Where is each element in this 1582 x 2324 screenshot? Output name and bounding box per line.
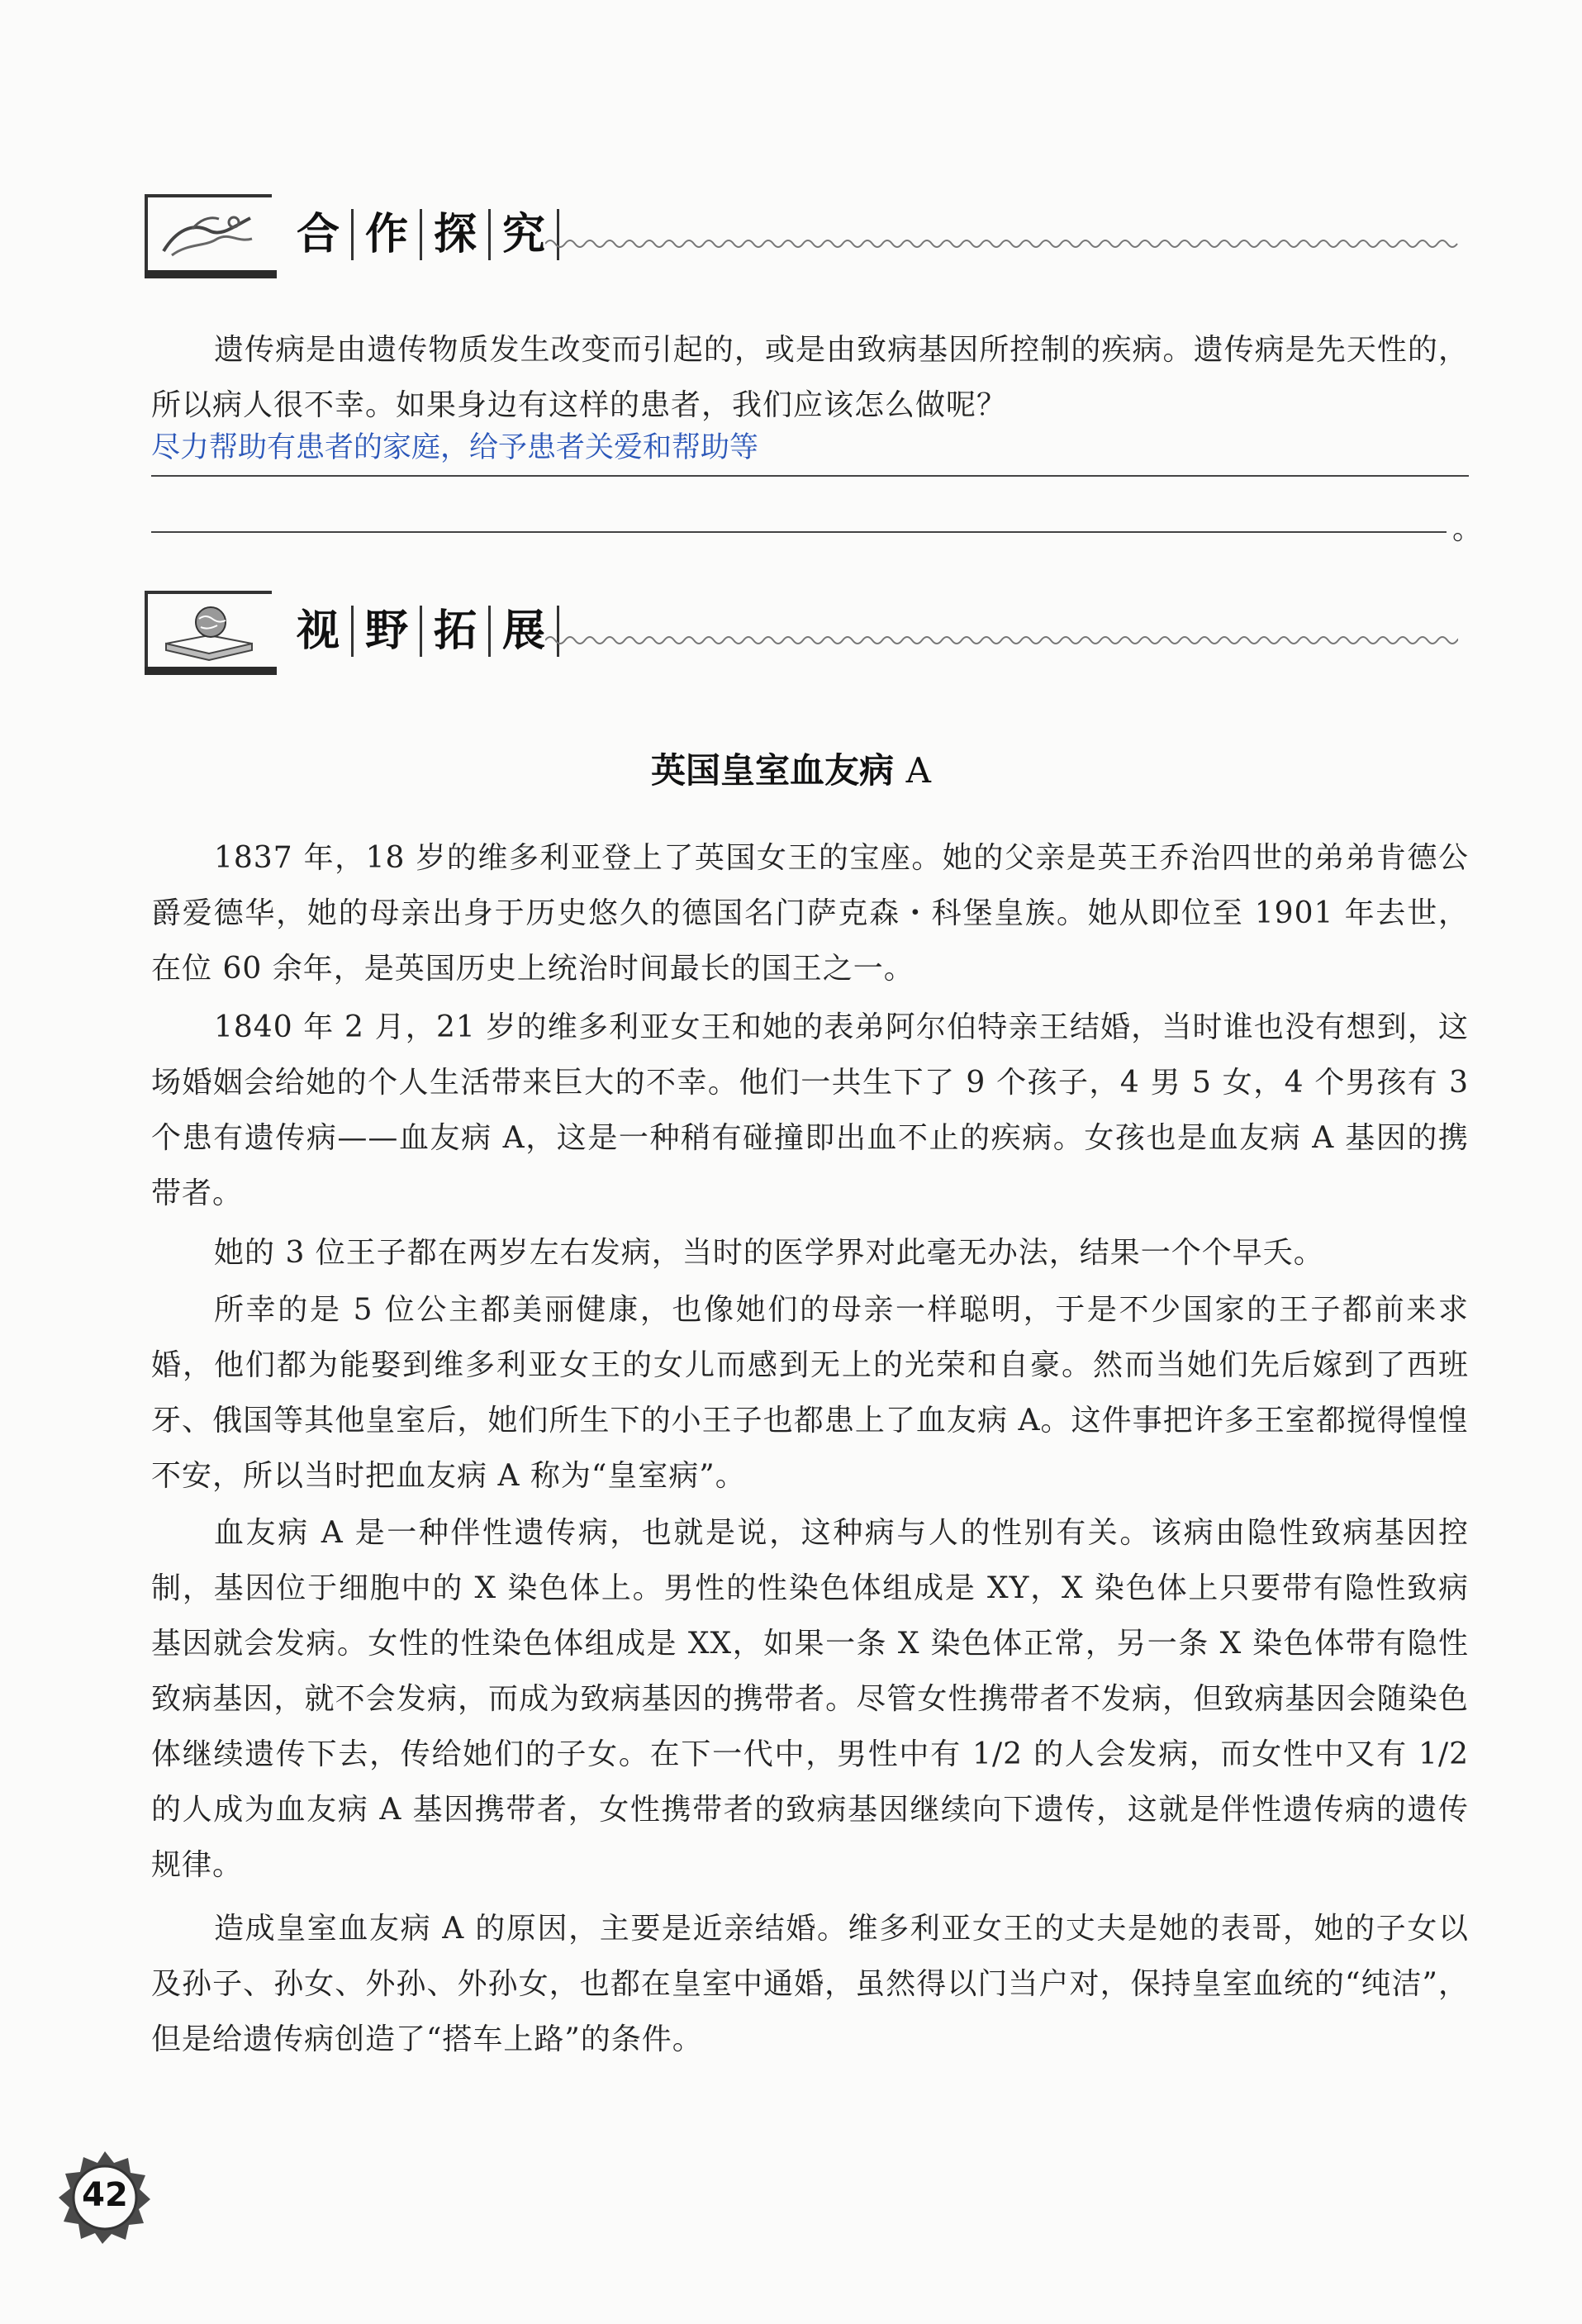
section-icon-frame xyxy=(145,591,272,668)
handwritten-answer: 尽力帮助有患者的家庭，给予患者关爱和帮助等 xyxy=(151,431,759,464)
section-icon-frame xyxy=(145,194,272,272)
section-title xyxy=(285,209,559,260)
book-globe-icon xyxy=(159,602,259,662)
section-title-char: 拓 xyxy=(422,606,491,657)
answer-end-mark: 。 xyxy=(1452,512,1483,546)
wavy-divider xyxy=(545,632,1458,649)
section-title-char: 合 xyxy=(285,209,354,260)
wavy-divider xyxy=(545,235,1458,252)
section-title-char: 探 xyxy=(422,209,491,260)
page-number-badge xyxy=(56,2148,154,2246)
section-title-char: 展 xyxy=(491,606,559,657)
question-text: 遗传病是由遗传物质发生改变而引起的，或是由致病基因所控制的疾病。遗传病是先天性的，所以病人很不幸。如果身边有这样的患者，我们应该怎么做呢？ xyxy=(151,333,1469,422)
article-paragraph: 造成皇室血友病 A 的原因，主要是近亲结婚。维多利亚女王的丈夫是她的表哥，她的子女以及孙子、孙女、外孙、外孙女，也都在皇室中通婚，虽然得以门当户对，保持皇室血统的“纯洁”，但是给遗传病创造了“搭车上路”的条件。 xyxy=(151,1912,1469,2056)
section-header-broaden-horizons xyxy=(145,582,1466,673)
article-paragraph: 血友病 A 是一种伴性遗传病，也就是说，这种病与人的性别有关。该病由隐性致病基因控制，基因位于细胞中的 X 染色体上。男性的性染色体组成是 XY，X 染色体上只要带有隐性致病基因就会发病。女性的性染色体组成是 XX，如果一条 X 染色体正常，另一条 X 染色体带有隐性致病基因，就不会发病，而成为致病基因的携带者。尽管女性携带者不发病，但致病基因会随染色体继续遗传下去，传给她们的子女。在下一代中，男性中有 1/2 的人会发病，而女性中又有 1/2 的人成为血友病 A 基因携带者，女性携带者的致病基因继续向下遗传，这就是伴性遗传病的遗传规律。 xyxy=(151,1516,1469,1882)
page-number: 42 xyxy=(82,2176,128,2214)
section-header-cooperative-inquiry xyxy=(145,186,1466,277)
article-paragraph: 她的 3 位王子都在两岁左右发病，当时的医学界对此毫无办法，结果一个个早夭。 xyxy=(214,1236,1324,1270)
answer-line xyxy=(151,531,1447,533)
section-title-char: 作 xyxy=(354,209,422,260)
article-paragraph: 所幸的是 5 位公主都美丽健康，也像她们的母亲一样聪明，于是不少国家的王子都前来求婚，他们都为能娶到维多利亚女王的女儿而感到无上的光荣和自豪。然而当她们先后嫁到了西班牙、俄国等其他皇室后，她们所生下的小王子也都患上了血友病 A。这件事把许多王室都搅得惶惶不安，所以当时把血友病 A 称为“皇室病”。 xyxy=(151,1293,1469,1493)
section-title-char: 野 xyxy=(354,606,422,657)
section-title xyxy=(285,606,559,657)
article-paragraph: 1840 年 2 月，21 岁的维多利亚女王和她的表弟阿尔伯特亲王结婚，当时谁也没有想到，这场婚姻会给她的个人生活带来巨大的不幸。他们一共生下了 9 个孩子，4 男 5 女，4 个男孩有 3 个患有遗传病——血友病 A，这是一种稍有碰撞即出血不止的疾病。女孩也是血友病 A 基因的携带者。 xyxy=(151,1010,1469,1210)
section-title-char: 究 xyxy=(491,209,559,260)
article-title-text: 英国皇室血友病 xyxy=(651,750,895,791)
section-title-char: 视 xyxy=(285,606,354,657)
article-title xyxy=(0,744,1582,793)
answer-line xyxy=(151,475,1469,477)
handshake-icon xyxy=(159,206,259,264)
article-title-suffix: A xyxy=(905,750,931,791)
article-paragraph: 1837 年，18 岁的维多利亚登上了英国女王的宝座。她的父亲是英王乔治四世的弟弟肯德公爵爱德华，她的母亲出身于历史悠久的德国名门萨克森・科堡皇族。她从即位至 1901 年去世，在位 60 余年，是英国历史上统治时间最长的国王之一。 xyxy=(151,841,1469,986)
